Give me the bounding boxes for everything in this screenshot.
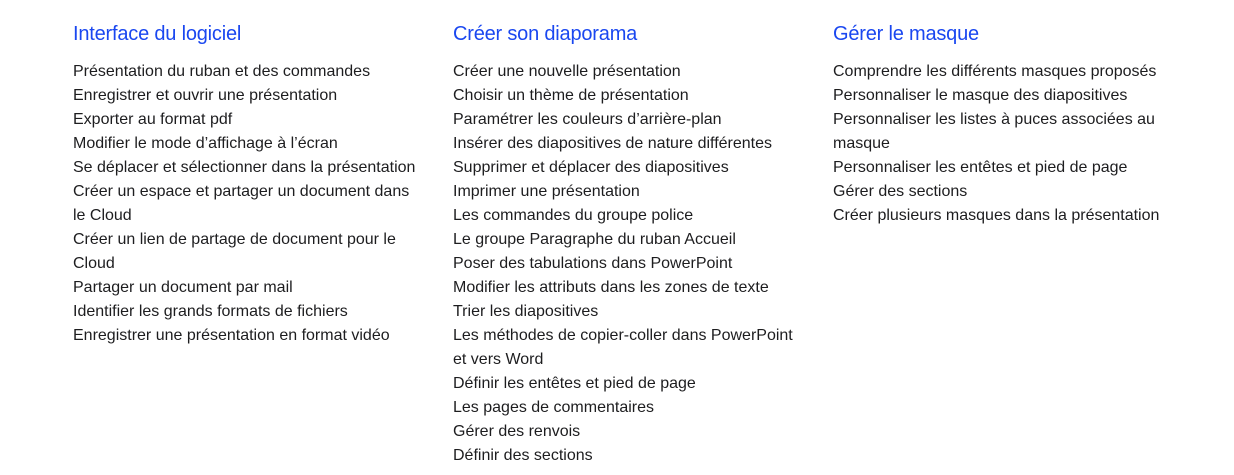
list-item: Partager un document par mail bbox=[73, 279, 293, 296]
list-item: Identifier les grands formats de fichiers bbox=[73, 303, 348, 320]
list-item: Supprimer et déplacer des diapositives bbox=[453, 159, 729, 176]
column-creer-son-diaporama bbox=[453, 20, 813, 468]
list-item: Les commandes du groupe police bbox=[453, 207, 694, 224]
topic-list bbox=[833, 60, 1193, 228]
topic-list bbox=[453, 60, 813, 468]
list-item: Créer plusieurs masques dans la présentation bbox=[833, 207, 1160, 224]
list-item: Créer un lien de partage de document pour le Cloud bbox=[73, 231, 396, 272]
list-item: Personnaliser le masque des diapositives bbox=[833, 87, 1128, 104]
list-item: Présentation du ruban et des commandes bbox=[73, 63, 371, 80]
list-item: Choisir un thème de présentation bbox=[453, 87, 689, 104]
column-title: Gérer le masque bbox=[833, 23, 979, 45]
list-item: Définir les entêtes et pied de page bbox=[453, 375, 696, 392]
list-item: Imprimer une présentation bbox=[453, 183, 640, 200]
list-item: Modifier les attributs dans les zones de texte bbox=[453, 279, 769, 296]
topic-list bbox=[73, 60, 433, 348]
list-item: Créer une nouvelle présentation bbox=[453, 63, 681, 80]
list-item: Exporter au format pdf bbox=[73, 111, 233, 128]
list-item: Paramétrer les couleurs d’arrière-plan bbox=[453, 111, 722, 128]
list-item: Comprendre les différents masques proposés bbox=[833, 63, 1157, 80]
list-item: Créer un espace et partager un document dans le Cloud bbox=[73, 183, 410, 224]
list-item: Le groupe Paragraphe du ruban Accueil bbox=[453, 231, 736, 248]
list-item: Se déplacer et sélectionner dans la présentation bbox=[73, 159, 416, 176]
column-gerer-le-masque bbox=[833, 20, 1193, 228]
list-item: Gérer des sections bbox=[833, 183, 968, 200]
list-item: Enregistrer une présentation en format vidéo bbox=[73, 327, 390, 344]
list-item: Les méthodes de copier-coller dans PowerPoint et vers Word bbox=[453, 327, 793, 368]
list-item: Trier les diapositives bbox=[453, 303, 599, 320]
column-interface-du-logiciel bbox=[73, 20, 433, 348]
list-item: Définir des sections bbox=[453, 447, 593, 464]
list-item: Enregistrer et ouvrir une présentation bbox=[73, 87, 338, 104]
list-item: Personnaliser les listes à puces associées au masque bbox=[833, 111, 1155, 152]
list-item: Gérer des renvois bbox=[453, 423, 581, 440]
list-item: Poser des tabulations dans PowerPoint bbox=[453, 255, 733, 272]
list-item: Modifier le mode d’affichage à l’écran bbox=[73, 135, 338, 152]
list-item: Insérer des diapositives de nature différentes bbox=[453, 135, 773, 152]
list-item: Les pages de commentaires bbox=[453, 399, 654, 416]
list-item: Personnaliser les entêtes et pied de page bbox=[833, 159, 1128, 176]
column-title: Créer son diaporama bbox=[453, 23, 638, 45]
column-title: Interface du logiciel bbox=[73, 23, 242, 45]
